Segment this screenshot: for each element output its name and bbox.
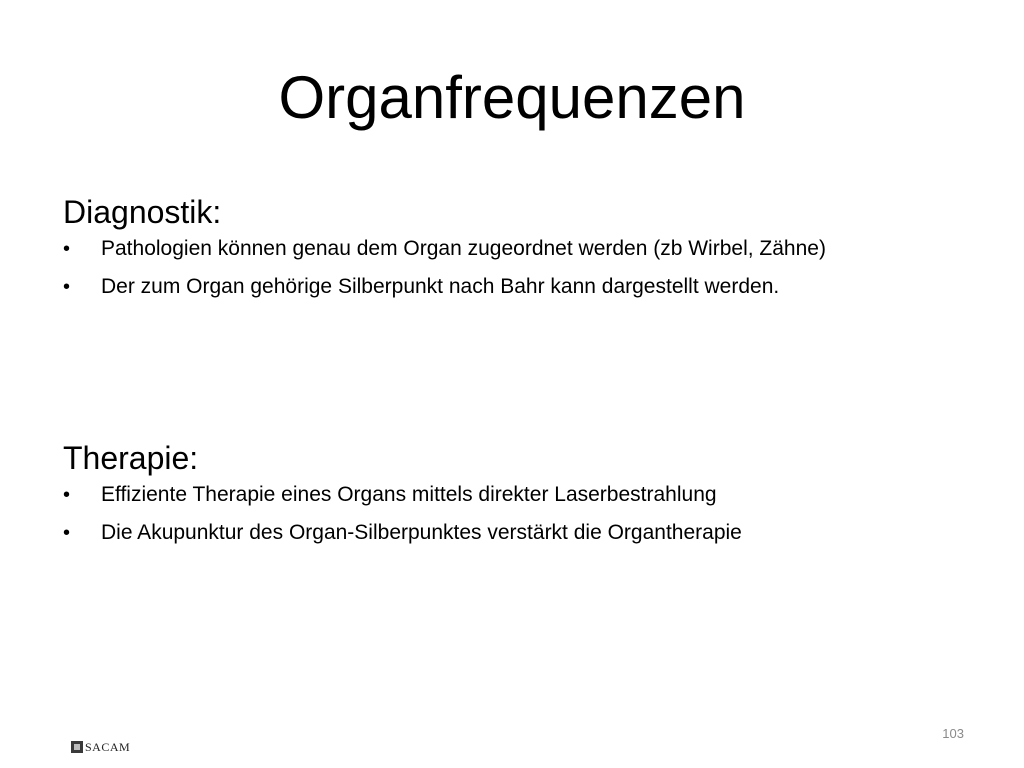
bullet-text: Die Akupunktur des Organ-Silberpunktes verstärkt die Organtherapie — [101, 521, 742, 544]
slide-title: Organfrequenzen — [278, 64, 746, 131]
section-heading-diagnostik: Diagnostik: — [63, 194, 222, 230]
section-diagnostik — [63, 192, 953, 310]
logo-text: SACAM — [85, 739, 131, 754]
bullet-icon: • — [63, 484, 71, 506]
list-item — [63, 234, 953, 264]
bullet-text: Der zum Organ gehörige Silberpunkt nach Bahr kann dargestellt werden. — [101, 275, 780, 298]
bullet-icon: • — [63, 276, 71, 298]
section-heading-therapie: Therapie: — [63, 440, 199, 476]
list-item — [63, 480, 953, 510]
page-number: 103 — [942, 726, 964, 741]
list-item — [63, 272, 953, 302]
list-item — [63, 518, 953, 548]
bullet-text: Effiziente Therapie eines Organs mittels direkter Laserbestrahlung — [101, 483, 717, 506]
bullet-icon: • — [63, 238, 71, 260]
sacam-logo-icon — [71, 741, 83, 753]
bullet-text: Pathologien können genau dem Organ zugeordnet werden (zb Wirbel, Zähne) — [101, 237, 826, 260]
bullet-list-diagnostik — [63, 234, 953, 302]
bullet-icon: • — [63, 522, 71, 544]
section-therapie — [63, 438, 953, 556]
sacam-logo — [71, 740, 130, 754]
bullet-list-therapie — [63, 480, 953, 548]
